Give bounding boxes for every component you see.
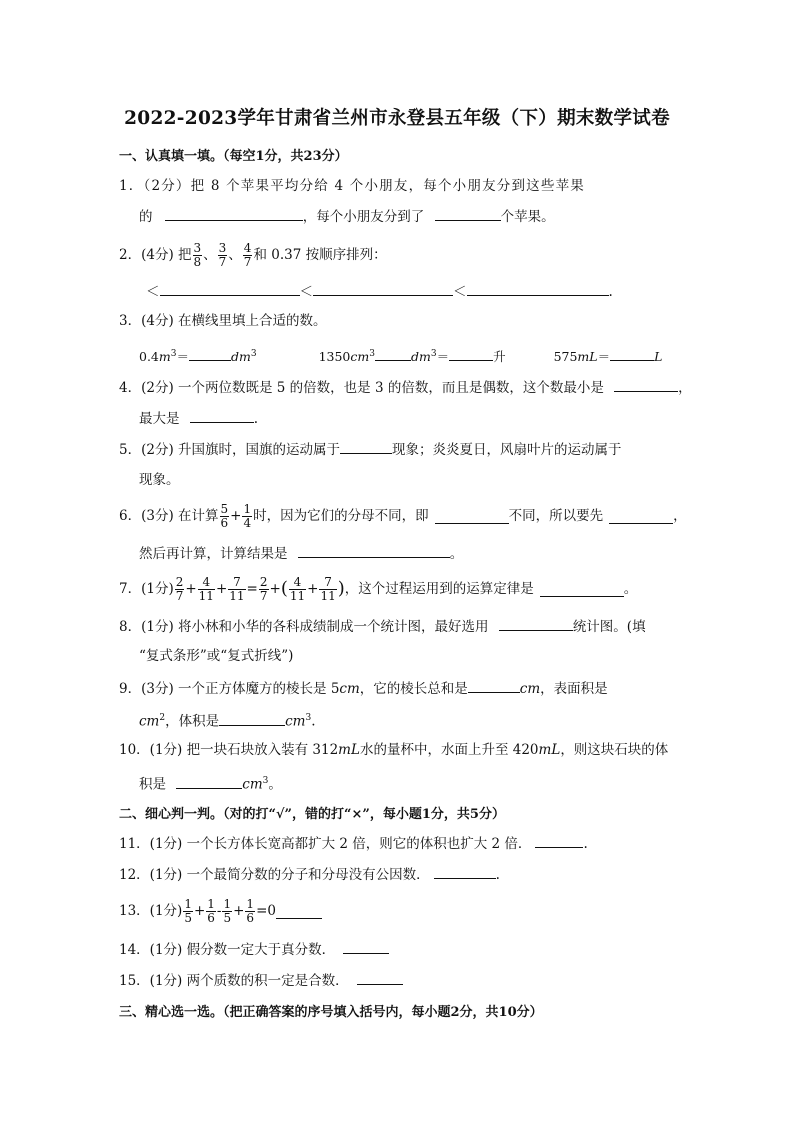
q8-line1 — [119, 616, 646, 637]
q8-text-b: 统计图。(填 — [572, 619, 646, 635]
exponent: 3 — [262, 776, 269, 786]
q3-p3-value: 575 — [553, 349, 578, 365]
q9-text-d: ，体积是 — [165, 713, 220, 730]
q9-text-c: ，表面积是 — [540, 681, 608, 697]
q15-line — [119, 970, 403, 991]
q2-fraction-1 — [193, 242, 203, 269]
q3-p1-value: 0.4 — [139, 349, 159, 365]
fraction-numerator: 7 — [233, 574, 241, 589]
q7-line — [119, 571, 637, 607]
q10-text-b: 水的量杯中，水面上升至 — [359, 742, 509, 758]
fraction-denominator: 11 — [229, 588, 245, 603]
q3-blank-3[interactable] — [449, 346, 493, 361]
q1-blank-2[interactable] — [435, 206, 501, 221]
fraction-numerator: 4 — [243, 240, 252, 255]
q1-text-c: ，每个小朋友分到了 — [302, 209, 425, 225]
q5-line1 — [119, 439, 622, 460]
q14-text: 14．(1分) 假分数一定大于真分数． — [119, 942, 336, 958]
q7-fraction-5 — [289, 576, 306, 603]
q4-line2 — [139, 408, 258, 429]
q4-line1 — [119, 377, 692, 398]
q2-fraction-2 — [218, 242, 228, 269]
q4-blank-2[interactable] — [190, 408, 254, 423]
q6-fraction-2 — [242, 503, 252, 530]
q12-end: . — [495, 867, 500, 883]
q5-text-b: 现象；炎炎夏日，风扇叶片的运动属于 — [392, 442, 622, 458]
q6-text-a: 6．(3分) 在计算 — [119, 508, 219, 524]
q9-blank-1[interactable] — [468, 678, 520, 693]
q6-line1 — [119, 499, 687, 533]
q9-unit-2: cm — [139, 713, 160, 730]
q6-blank-3[interactable] — [298, 543, 450, 558]
inline-text: ＝ — [597, 349, 611, 365]
inline-text: ＝ — [176, 349, 189, 365]
q7-fraction-4 — [259, 576, 269, 603]
q4-text-b: ， — [678, 380, 692, 396]
q2-lt-1: ＜ — [146, 284, 160, 300]
q5-blank-1[interactable] — [340, 439, 392, 454]
q9-blank-3[interactable] — [219, 711, 285, 726]
q3-p2-unit2: dm — [410, 349, 431, 365]
q10-unit-2: mL — [538, 742, 561, 758]
fraction-numerator: 2 — [259, 574, 268, 589]
q11-line — [119, 833, 588, 854]
q4-blank-1[interactable] — [614, 377, 678, 392]
q13-fraction-2 — [206, 898, 216, 925]
fraction-denominator: 7 — [218, 254, 227, 269]
section-3-heading: 三、精心选一选。（把正确答案的序号填入括号内，每小题2分，共10分） — [119, 1005, 543, 1020]
exponent: 3 — [369, 349, 375, 359]
fraction-denominator: 11 — [198, 588, 214, 603]
q13-eq: =0 — [256, 903, 276, 919]
q5-text-c: 现象。 — [139, 472, 180, 488]
q2-end: . — [608, 284, 613, 300]
fraction-denominator: 7 — [243, 254, 252, 269]
q13-fraction-3 — [222, 898, 232, 925]
q9-edge-value: 5 — [330, 681, 340, 697]
q2-sep-2: 、 — [228, 247, 242, 263]
exponent: 3 — [250, 349, 257, 359]
q10-value-2: 420 — [512, 742, 539, 758]
fraction-denominator: 11 — [289, 588, 306, 603]
q10-value-1: 312 — [312, 742, 339, 758]
q2-fraction-3 — [243, 242, 253, 269]
q9-edge-unit: cm — [339, 681, 360, 697]
q6-line2 — [139, 543, 463, 564]
fraction-numerator: 1 — [243, 501, 252, 516]
fraction-numerator: 2 — [175, 574, 184, 589]
inline-text: ＝ — [436, 349, 450, 365]
q13-fraction-4 — [245, 898, 255, 925]
q3-line1: 3．(4分) 在横线里填上合适的数。 — [119, 313, 327, 329]
exponent: 3 — [430, 349, 437, 359]
q6-text-f: 。 — [449, 546, 464, 562]
exponent: 3 — [170, 349, 177, 359]
q10-text-c: ，则这块石块的体 — [560, 742, 669, 758]
q3-line2 — [139, 344, 662, 367]
q8-text-a: 8．(1分) 将小林和小华的各科成绩制成一个统计图，最好选用 — [119, 619, 489, 635]
fraction-numerator: 7 — [324, 574, 332, 589]
fraction-denominator: 6 — [220, 515, 229, 530]
q3-p1-unit: m — [158, 349, 171, 365]
q13-blank[interactable] — [276, 904, 322, 919]
q11-blank[interactable] — [535, 833, 583, 848]
q7-text-c: 。 — [623, 581, 638, 597]
fraction-denominator: 5 — [223, 910, 232, 925]
exponent: 2 — [159, 713, 166, 723]
q3-blank-2[interactable] — [375, 346, 411, 361]
q6-blank-1[interactable] — [435, 509, 509, 524]
q2-sep-1: 、 — [203, 247, 217, 263]
q4-text-d: . — [253, 411, 259, 427]
q12-text: 12．(1分) 一个最简分数的分子和分母没有公因数． — [119, 867, 430, 883]
q1-line2 — [139, 206, 555, 227]
q3-p2-unit: cm — [350, 349, 370, 365]
q1-text-b: 的 — [139, 209, 153, 225]
q11-end: . — [583, 836, 588, 852]
q13-plus-2: + — [233, 903, 245, 919]
q10-unit-1: mL — [338, 742, 360, 758]
q9-unit-3: cm — [285, 713, 306, 730]
q3-blank-1[interactable] — [189, 346, 231, 361]
section-2-heading: 二、细心判一判。（对的打“√”，错的打“×”，每小题1分，共5分） — [119, 807, 505, 822]
q13-fraction-1 — [183, 898, 193, 925]
fraction-numerator: 1 — [207, 896, 215, 911]
fraction-denominator: 4 — [243, 515, 252, 530]
q4-text-a: 4．(2分) 一个两位数既是 5 的倍数，也是 3 的倍数，而且是偶数，这个数最小是 — [119, 380, 604, 396]
q3-p2-suffix: 升 — [493, 349, 506, 365]
section-1-heading: 一、认真填一填。（每空1分，共23分） — [119, 149, 348, 164]
page-title: 2022-2023学年甘肃省兰州市永登县五年级（下）期末数学试卷 — [124, 108, 670, 129]
q2-lt-3: ＜ — [453, 284, 467, 300]
q9-text-a: 9．(3分) 一个正方体魔方的棱长是 — [119, 681, 327, 697]
fraction-numerator: 4 — [202, 574, 211, 589]
q7-text-a: 7．(1分) — [119, 581, 174, 597]
fraction-denominator: 7 — [259, 588, 268, 603]
q2-blank-2[interactable] — [313, 281, 453, 296]
q13-minus: - — [216, 903, 222, 919]
q10-line2 — [139, 771, 282, 795]
q3-p2-value: 1350 — [318, 349, 351, 365]
q10-text-d: 积是 — [139, 776, 166, 793]
q9-line2 — [139, 708, 316, 732]
fraction-denominator: 6 — [207, 910, 215, 925]
fraction-numerator: 4 — [293, 574, 302, 589]
q10-text-a: 10．(1分) 把一块石块放入装有 — [119, 742, 309, 758]
q6-plus: + — [230, 508, 242, 524]
q13-text: 13．(1分) — [119, 903, 183, 919]
q6-text-e: 然后再计算，计算结果是 — [139, 546, 288, 562]
q2-text-b: 和 0.37 按顺序排列： — [253, 247, 387, 263]
q7-eq: = — [246, 581, 258, 597]
q11-text: 11．(1分) 一个长方体长宽高都扩大 2 倍，则它的体积也扩大 2 倍． — [119, 836, 532, 852]
fraction-denominator: 8 — [193, 254, 202, 269]
q6-text-b: 时，因为它们的分母不同，即 — [253, 508, 429, 524]
q1-text-d: 个苹果。 — [500, 209, 555, 225]
q10-text-e: 。 — [268, 776, 282, 793]
q5-line2 — [139, 470, 180, 490]
fraction-denominator: 11 — [320, 588, 336, 603]
q14-line — [119, 939, 389, 960]
q10-line1 — [119, 740, 668, 760]
fraction-denominator: 6 — [246, 910, 255, 925]
q7-text-b: ，这个过程运用到的运算定律是 — [344, 581, 534, 597]
fraction-denominator: 7 — [175, 588, 184, 603]
q10-blank[interactable] — [176, 774, 242, 789]
q8-blank[interactable] — [499, 616, 573, 631]
fraction-denominator: 5 — [184, 910, 192, 925]
fraction-numerator: 1 — [246, 896, 255, 911]
q9-text-e: . — [311, 713, 316, 730]
q3-blank-4[interactable] — [610, 346, 654, 361]
fraction-numerator: 3 — [193, 240, 202, 255]
q2-line1 — [119, 238, 387, 272]
q3-p3-unit2: L — [654, 349, 663, 365]
fraction-numerator: 5 — [220, 501, 229, 516]
q7-lparen: ( — [280, 578, 288, 599]
q2-lt-2: ＜ — [299, 284, 313, 300]
q2-text-a: 2．(4分) 把 — [119, 247, 192, 263]
q7-fraction-1 — [175, 576, 185, 603]
q7-rparen: ) — [337, 578, 345, 599]
q9-unit-1: cm — [519, 681, 541, 697]
q7-fraction-3 — [228, 576, 245, 603]
q6-fraction-1 — [220, 503, 230, 530]
q12-blank[interactable] — [434, 864, 496, 879]
q15-blank[interactable] — [357, 970, 403, 985]
q2-line2 — [146, 281, 613, 302]
fraction-numerator: 1 — [223, 896, 232, 911]
q7-plus-4: + — [307, 581, 319, 597]
q7-plus-3: + — [269, 581, 281, 597]
q6-text-c: 不同，所以要先 — [508, 508, 604, 524]
q9-line1 — [119, 678, 608, 699]
q9-text-b: ，它的棱长总和是 — [359, 681, 468, 697]
q2-blank-3[interactable] — [467, 281, 609, 296]
fraction-numerator: 1 — [184, 896, 192, 911]
q15-text: 15．(1分) 两个质数的积一定是合数． — [119, 973, 349, 989]
q7-plus-1: + — [185, 581, 197, 597]
q1-blank-1[interactable] — [165, 206, 303, 221]
exponent: 3 — [305, 713, 312, 723]
q6-text-d: ， — [673, 508, 687, 524]
q5-text-a: 5．(2分) 升国旗时，国旗的运动属于 — [119, 442, 341, 458]
q6-blank-2[interactable] — [609, 509, 673, 524]
q4-text-c: 最大是 — [139, 411, 180, 427]
q7-blank[interactable] — [540, 582, 624, 597]
q10-unit-3: cm — [242, 776, 263, 793]
fraction-numerator: 3 — [218, 240, 227, 255]
q7-fraction-6 — [319, 576, 336, 603]
q1-line1 — [119, 176, 585, 196]
q13-plus-1: + — [193, 903, 206, 919]
q13-line — [119, 893, 322, 929]
q12-line — [119, 864, 500, 885]
q7-fraction-2 — [198, 576, 215, 603]
q7-plus-2: + — [215, 581, 228, 597]
q3-p1-unit2: dm — [231, 349, 251, 365]
q2-blank-1[interactable] — [160, 281, 300, 296]
q1-text-a: 1．（2分）把 8 个苹果平均分给 4 个小朋友，每个小朋友分到这些苹果 — [119, 178, 585, 194]
q14-blank[interactable] — [343, 939, 389, 954]
q8-line2: “复式条形”或“复式折线”) — [139, 648, 294, 664]
q3-p3-unit: mL — [577, 349, 598, 365]
